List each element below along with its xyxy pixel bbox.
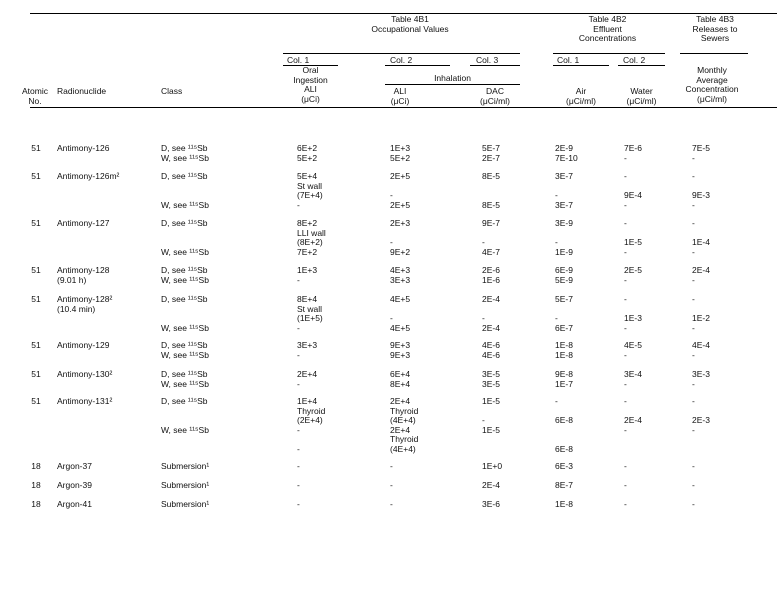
cell-ali: 1E+3 5E+2 <box>390 143 411 163</box>
cell-dac: 2E-6 1E-6 <box>482 265 500 285</box>
monthly-label: Monthly <box>697 65 727 75</box>
cell-air: 9E-8 1E-7 <box>555 369 573 389</box>
header-bottom-rule <box>30 107 777 108</box>
cell-sewer: - 1E-2 - <box>692 294 710 333</box>
oral-label: Oral <box>302 65 319 75</box>
cell-name: Antimony-129 <box>57 340 110 350</box>
cell-dac: 5E-7 2E-7 <box>482 143 500 163</box>
cell-dac: 8E-5 8E-5 <box>482 171 500 210</box>
cell-air: 3E-7 - 3E-7 <box>555 171 573 210</box>
cell-ali: 6E+4 8E+4 <box>390 369 411 389</box>
cell-ali: 9E+3 9E+3 <box>390 340 411 360</box>
ali-inh-unit: (μCi) <box>390 95 410 106</box>
cell-atomic: 51 <box>31 218 41 228</box>
cell-atomic: 51 <box>31 369 41 379</box>
cell-dac: 9E-7 - 4E-7 <box>482 218 500 257</box>
cell-sewer: 7E-5 - <box>692 143 710 163</box>
cell-air: 3E-9 - 1E-9 <box>555 218 573 257</box>
cell-atomic: 51 <box>31 396 41 406</box>
ali-oral-unit: (μCi) <box>301 93 320 104</box>
cell-oral: 5E+4 St wall (7E+4) - <box>297 171 323 210</box>
cell-ali: 4E+5 - 4E+5 <box>390 294 411 333</box>
col2-label: Col. 2 <box>390 55 413 65</box>
cell-ali: 4E+3 3E+3 <box>390 265 411 285</box>
cell-air: 5E-7 - 6E-7 <box>555 294 573 333</box>
water-label: Water <box>630 86 653 96</box>
cell-oral: 1E+3 - <box>297 265 318 285</box>
cell-water: - 1E-5 - <box>624 218 642 257</box>
table-4b2-sub1: Effluent <box>593 23 622 34</box>
average-label: Average <box>696 74 728 85</box>
cell-water: - <box>624 461 627 471</box>
cell-oral: 8E+2 LLI wall (8E+2) 7E+2 <box>297 218 326 257</box>
cell-class: D, see ¹¹⁵Sb W, see ¹¹⁵Sb <box>161 143 209 163</box>
cell-name: Antimony-131² <box>57 396 113 406</box>
monthly-average-header <box>672 66 752 104</box>
cell-sewer: - <box>692 480 695 490</box>
table-4b3-sub1: Releases to <box>692 23 738 34</box>
rule-col2 <box>385 65 450 66</box>
cell-water: - 1E-3 - <box>624 294 642 333</box>
cell-air: 1E-8 <box>555 499 573 509</box>
cell-class: Submersion¹ <box>161 461 210 471</box>
cell-atomic: 18 <box>31 499 41 509</box>
cell-dac: 1E-5 - 1E-5 <box>482 396 500 435</box>
cell-water: - 9E-4 - <box>624 171 642 210</box>
cell-name: Argon-41 <box>57 499 92 509</box>
cell-water: - <box>624 480 627 490</box>
cell-air: 2E-9 7E-10 <box>555 143 578 163</box>
table-4b2-label: Table 4B2 <box>588 14 627 24</box>
cell-atomic: 51 <box>31 171 41 181</box>
cell-water: - 2E-4 - <box>624 396 642 435</box>
class-header: Class <box>161 86 183 96</box>
table-4b1-sub: Occupational Values <box>371 23 449 34</box>
cell-oral: - <box>297 480 300 490</box>
cell-water: 7E-6 - <box>624 143 642 163</box>
cell-oral: 3E+3 - <box>297 340 318 360</box>
atomic-header <box>18 87 52 106</box>
cell-class: Submersion¹ <box>161 480 210 490</box>
cell-air: - 6E-8 6E-8 <box>555 396 573 454</box>
cell-sewer: - <box>692 461 695 471</box>
cell-atomic: 51 <box>31 265 41 275</box>
dac-unit: (μCi/ml) <box>480 95 510 106</box>
cell-oral: 1E+4 Thyroid (2E+4) - - <box>297 396 326 454</box>
cell-name: Antimony-128 (9.01 h) <box>57 265 110 285</box>
water-unit: (μCi/ml) <box>626 95 657 106</box>
cell-sewer: - 2E-3 - <box>692 396 710 435</box>
cell-name: Antimony-128² (10.4 min) <box>57 294 113 314</box>
cell-dac: 4E-6 4E-6 <box>482 340 500 360</box>
cell-class: D, see ¹¹⁵Sb W, see ¹¹⁵Sb <box>161 218 209 257</box>
cell-oral: - <box>297 461 300 471</box>
ingestion-label: Ingestion <box>293 74 328 85</box>
cell-sewer: - 9E-3 - <box>692 171 710 210</box>
cell-class: D, see ¹¹⁵Sb W, see ¹¹⁵Sb <box>161 294 209 333</box>
cell-oral: 8E+4 St wall (1E+5) - <box>297 294 323 333</box>
cell-class: D, see ¹¹⁵Sb W, see ¹¹⁵Sb <box>161 171 209 210</box>
cell-class: D, see ¹¹⁵Sb W, see ¹¹⁵Sb <box>161 369 209 389</box>
table-4b3-sub2: Sewers <box>700 33 730 44</box>
cell-name: Antimony-130² <box>57 369 113 379</box>
table-4b2-sub2: Concentrations <box>578 33 637 44</box>
cell-name: Antimony-126m² <box>57 171 120 181</box>
rule-col3 <box>470 65 520 66</box>
table-4b1-label: Table 4B1 <box>391 14 429 24</box>
rule-inhalation <box>385 84 520 85</box>
cell-atomic: 51 <box>31 143 41 153</box>
cell-ali: 2E+5 - 2E+5 <box>390 171 411 210</box>
cell-class: D, see ¹¹⁵Sb W, see ¹¹⁵Sb <box>161 265 209 285</box>
cell-class: D, see ¹¹⁵Sb W, see ¹¹⁵Sb <box>161 340 209 360</box>
rule-4b3 <box>680 53 748 54</box>
cell-ali: - <box>390 461 393 471</box>
cell-water: - <box>624 499 627 509</box>
concentration-label: Concentration <box>685 84 739 95</box>
table-4b1-title <box>340 15 480 34</box>
sewer-unit: (μCi/ml) <box>697 93 727 104</box>
cell-ali: - <box>390 480 393 490</box>
cell-dac: 1E+0 <box>482 461 503 471</box>
air-unit: (μCi/ml) <box>566 95 596 106</box>
cell-air: 1E-8 1E-8 <box>555 340 573 360</box>
col1-label: Col. 1 <box>287 55 310 65</box>
cell-name: Antimony-126 <box>57 143 110 153</box>
cell-water: 3E-4 - <box>624 369 642 389</box>
cell-air: 6E-9 5E-9 <box>555 265 573 285</box>
col2b-label: Col. 2 <box>623 55 646 65</box>
col1b-label: Col. 1 <box>557 55 580 65</box>
cell-sewer: - 1E-4 - <box>692 218 710 257</box>
cell-sewer: 2E-4 - <box>692 265 710 285</box>
oral-ingestion-header <box>283 66 338 85</box>
cell-dac: 2E-4 - 2E-4 <box>482 294 500 333</box>
cell-oral: 2E+4 - <box>297 369 318 389</box>
table-4b3-title <box>675 15 755 44</box>
cell-oral: 6E+2 5E+2 <box>297 143 318 163</box>
cell-ali: 2E+4 Thyroid (4E+4) 2E+4 Thyroid (4E+4) <box>390 396 419 454</box>
rule-4b2 <box>553 53 665 54</box>
cell-air: 6E-3 <box>555 461 573 471</box>
cell-class: Submersion¹ <box>161 499 210 509</box>
cell-name: Argon-37 <box>57 461 92 471</box>
rule-4b1 <box>283 53 520 54</box>
cell-dac: 3E-6 <box>482 499 500 509</box>
air-label: Air <box>575 86 587 96</box>
cell-sewer: 4E-4 - <box>692 340 710 360</box>
cell-water: 2E-5 - <box>624 265 642 285</box>
ali-oral-header <box>283 85 338 104</box>
cell-ali: - <box>390 499 393 509</box>
cell-oral: - <box>297 499 300 509</box>
cell-dac: 3E-5 3E-5 <box>482 369 500 389</box>
cell-dac: 2E-4 <box>482 480 500 490</box>
cell-air: 8E-7 <box>555 480 573 490</box>
ali-inh-label: ALI <box>393 86 407 96</box>
dac-header <box>470 87 520 106</box>
cell-atomic: 18 <box>31 480 41 490</box>
cell-ali: 2E+3 - 9E+2 <box>390 218 411 257</box>
table-4b3-label: Table 4B3 <box>696 14 734 24</box>
radionuclide-header: Radionuclide <box>57 86 107 96</box>
cell-class: D, see ¹¹⁵Sb W, see ¹¹⁵Sb <box>161 396 209 435</box>
rule-col2b <box>618 65 665 66</box>
atomic-label: Atomic <box>22 86 48 96</box>
rule-col1b <box>553 65 609 66</box>
cell-water: 4E-5 - <box>624 340 642 360</box>
atomic-no-label: No. <box>28 95 42 106</box>
cell-name: Argon-39 <box>57 480 92 490</box>
cell-atomic: 51 <box>31 294 41 304</box>
inhalation-header: Inhalation <box>434 73 471 83</box>
dac-label: DAC <box>486 86 504 96</box>
cell-atomic: 51 <box>31 340 41 350</box>
cell-atomic: 18 <box>31 461 41 471</box>
cell-sewer: - <box>692 499 695 509</box>
ali-oral-label: ALI <box>304 84 317 94</box>
cell-name: Antimony-127 <box>57 218 110 228</box>
ali-inh-header <box>385 87 415 106</box>
cell-sewer: 3E-3 - <box>692 369 710 389</box>
air-header <box>553 87 609 106</box>
col3-label: Col. 3 <box>476 55 499 65</box>
table-4b2-title <box>555 15 660 44</box>
water-header <box>618 87 665 106</box>
